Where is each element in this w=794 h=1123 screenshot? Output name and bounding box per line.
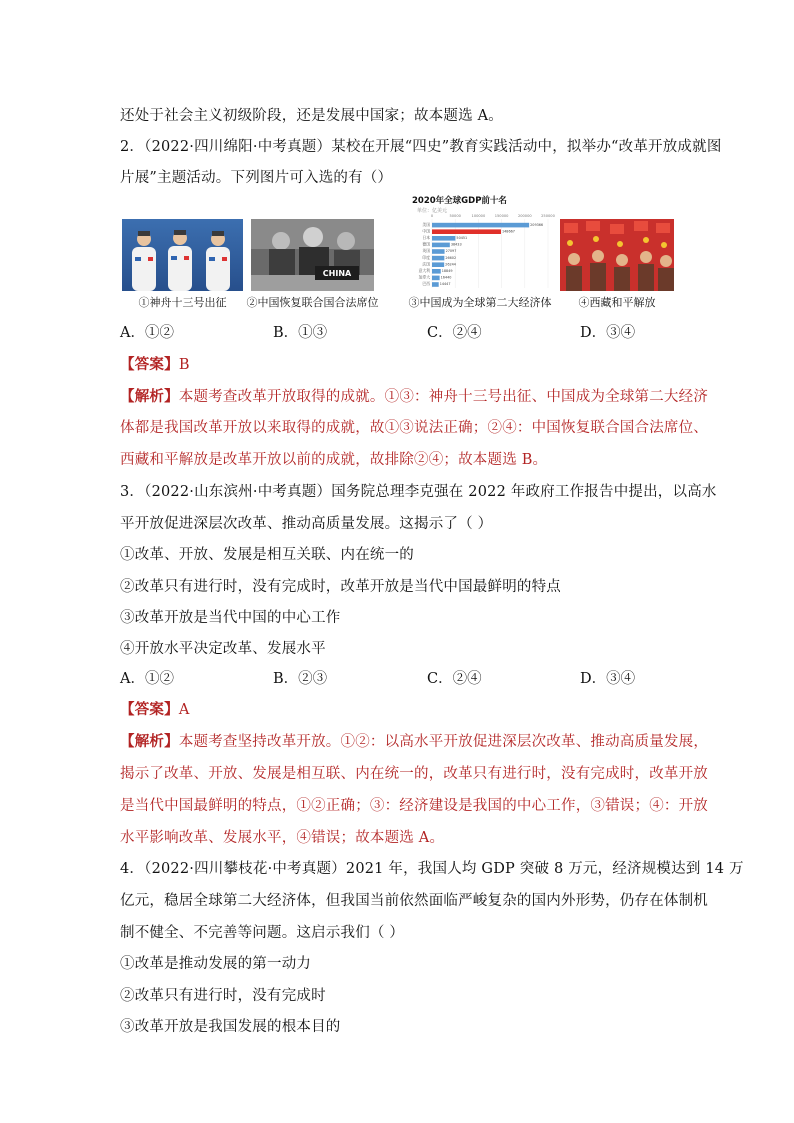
bar bbox=[432, 276, 440, 281]
data-label: 148667 bbox=[501, 229, 515, 234]
caption-photo-3: ③中国成为全球第二大经济体 bbox=[408, 296, 552, 309]
question-4-stem-cont: 亿元，稳居全球第二大经济体，但我国当前依然面临严峻复杂的国内外形势，仍存在体制机 bbox=[120, 893, 708, 909]
answer-tag: 【答案】 bbox=[120, 356, 179, 373]
analysis-plain: 本题考查坚持改革开放。 bbox=[178, 734, 341, 750]
analysis-q3-cont: 是当代中国最鲜明的特点，①②正确；③：经济建设是我国的中心工作，③错误；④：开放 bbox=[120, 798, 708, 814]
analysis-q2 bbox=[120, 385, 708, 406]
option-d: D．③④ bbox=[580, 325, 636, 341]
category-label: 中国 bbox=[422, 228, 430, 234]
bar bbox=[432, 223, 529, 228]
data-label: 27097 bbox=[445, 249, 457, 254]
data-label: 18849 bbox=[441, 269, 453, 273]
option-a: A．①② bbox=[120, 671, 174, 687]
category-label: 巴西 bbox=[422, 281, 430, 287]
statement-3: ③改革开放是我国发展的根本目的 bbox=[120, 1019, 341, 1035]
bar bbox=[432, 229, 501, 234]
category-label: 日本 bbox=[422, 235, 430, 240]
statement-2: ②改革只有进行时，没有完成时，改革开放是当代中国最鲜明的特点 bbox=[120, 579, 561, 595]
x-tick-label: 50000 bbox=[449, 214, 461, 218]
analysis-highlight: ①②：以高水平开放促进深层次改革、推动高质量发展， bbox=[340, 734, 709, 750]
option-d: D．③④ bbox=[580, 671, 636, 687]
x-tick-label: 0 bbox=[430, 214, 434, 218]
data-label: 209366 bbox=[530, 222, 544, 227]
data-label: 50451 bbox=[456, 236, 468, 240]
analysis-tag: 【解析】 bbox=[120, 388, 179, 405]
analysis-tag: 【解析】 bbox=[120, 733, 179, 750]
bar bbox=[432, 236, 455, 241]
analysis-q3-cont: 揭示了改革、开放、发展是相互联、内在统一的，改革只有进行时，没有完成时，改革开放 bbox=[120, 766, 708, 782]
category-label: 意大利 bbox=[418, 268, 430, 273]
option-a: A．①② bbox=[120, 325, 174, 341]
category-label: 加拿大 bbox=[418, 274, 430, 280]
analysis-q3-cont: 水平影响改革、发展水平，④错误；故本题选 A。 bbox=[120, 830, 445, 846]
analysis-highlight: ①③：神舟十三号出征、中国成为全球第二大经济 bbox=[384, 389, 709, 405]
statement-1: ①改革、开放、发展是相互关联、内在统一的 bbox=[120, 547, 414, 563]
text-line: 还处于社会主义初级阶段，还是发展中国家；故本题选 A。 bbox=[120, 108, 503, 124]
x-tick-label: 150000 bbox=[494, 214, 509, 218]
question-3-stem-cont: 平开放促进深层次改革、推动高质量发展。这揭示了（ ） bbox=[120, 516, 493, 532]
bar bbox=[432, 243, 450, 248]
answer-q3 bbox=[120, 698, 189, 719]
question-2-stem-cont: 片展”主题活动。下列图片可入选的有（） bbox=[120, 170, 393, 186]
question-4-stem: 4．（2022·四川攀枝花·中考真题）2021 年，我国人均 GDP 突破 8 万元，经济规模达到 14 万 bbox=[120, 861, 744, 877]
category-label: 法国 bbox=[422, 261, 430, 267]
photo-astronauts bbox=[122, 219, 243, 291]
caption-photo-4: ④西藏和平解放 bbox=[578, 296, 656, 309]
bar bbox=[432, 256, 444, 261]
statement-3: ③改革开放是当代中国的中心工作 bbox=[120, 610, 341, 626]
data-label: 26244 bbox=[445, 262, 456, 267]
statement-4: ④开放水平决定改革、发展水平 bbox=[120, 641, 326, 657]
photo-tibet bbox=[560, 219, 674, 291]
data-label: 26602 bbox=[445, 255, 457, 260]
question-2-stem: 2．（2022·四川绵阳·中考真题）某校在开展“四史”教育实践活动中，拟举办“改革开放成就图 bbox=[120, 139, 722, 155]
caption-photo-2: ②中国恢复联合国合法席位 bbox=[246, 296, 379, 309]
photo-un-seat bbox=[251, 219, 374, 291]
option-b: B．②③ bbox=[273, 671, 328, 687]
chart-title: 2020年全球GDP前十名 bbox=[412, 196, 507, 206]
option-c: C．②④ bbox=[427, 671, 482, 687]
question-3-stem: 3．（2022·山东滨州·中考真题）国务院总理李克强在 2022 年政府工作报告中提出，以高水 bbox=[120, 484, 717, 500]
category-label: 美国 bbox=[422, 221, 430, 227]
statement-2: ②改革只有进行时，没有完成时 bbox=[120, 988, 326, 1004]
bar bbox=[432, 282, 439, 287]
bar bbox=[432, 249, 445, 254]
analysis-q2-cont: 西藏和平解放是改革开放以前的成就，故排除②④；故本题选 B。 bbox=[120, 452, 548, 468]
x-tick-label: 250000 bbox=[541, 214, 555, 218]
option-b: B．①③ bbox=[273, 325, 328, 341]
statement-1: ①改革是推动发展的第一动力 bbox=[120, 956, 312, 972]
caption-photo-1: ①神舟十三号出征 bbox=[138, 296, 227, 309]
data-label: 14447 bbox=[439, 282, 451, 287]
question-4-stem-cont: 制不健全、不完善等问题。这启示我们（ ） bbox=[120, 925, 405, 941]
category-label: 印度 bbox=[422, 254, 430, 260]
analysis-q3 bbox=[120, 730, 708, 751]
chart-unit: 单位：亿美元 bbox=[417, 208, 448, 214]
analysis-q2-cont: 体都是我国改革开放以来取得的成就，故①③说法正确；②④：中国恢复联合国合法席位、 bbox=[120, 420, 708, 436]
data-label: 16440 bbox=[440, 275, 452, 280]
answer-value: B bbox=[178, 357, 190, 373]
nameplate-text: CHINA bbox=[322, 269, 352, 278]
gdp-bar-chart bbox=[412, 212, 555, 292]
x-tick-label: 100000 bbox=[471, 214, 486, 218]
answer-q2 bbox=[120, 353, 190, 374]
option-c: C．②④ bbox=[427, 325, 482, 341]
data-label: 38433 bbox=[450, 242, 462, 247]
bar bbox=[432, 262, 444, 267]
answer-value: A bbox=[178, 702, 190, 718]
category-label: 德国 bbox=[422, 241, 430, 247]
bar bbox=[432, 269, 441, 274]
category-label: 英国 bbox=[422, 248, 430, 254]
answer-tag: 【答案】 bbox=[120, 701, 179, 718]
analysis-plain: 本题考查改革开放取得的成就。 bbox=[178, 389, 385, 405]
x-tick-label: 200000 bbox=[517, 214, 532, 218]
